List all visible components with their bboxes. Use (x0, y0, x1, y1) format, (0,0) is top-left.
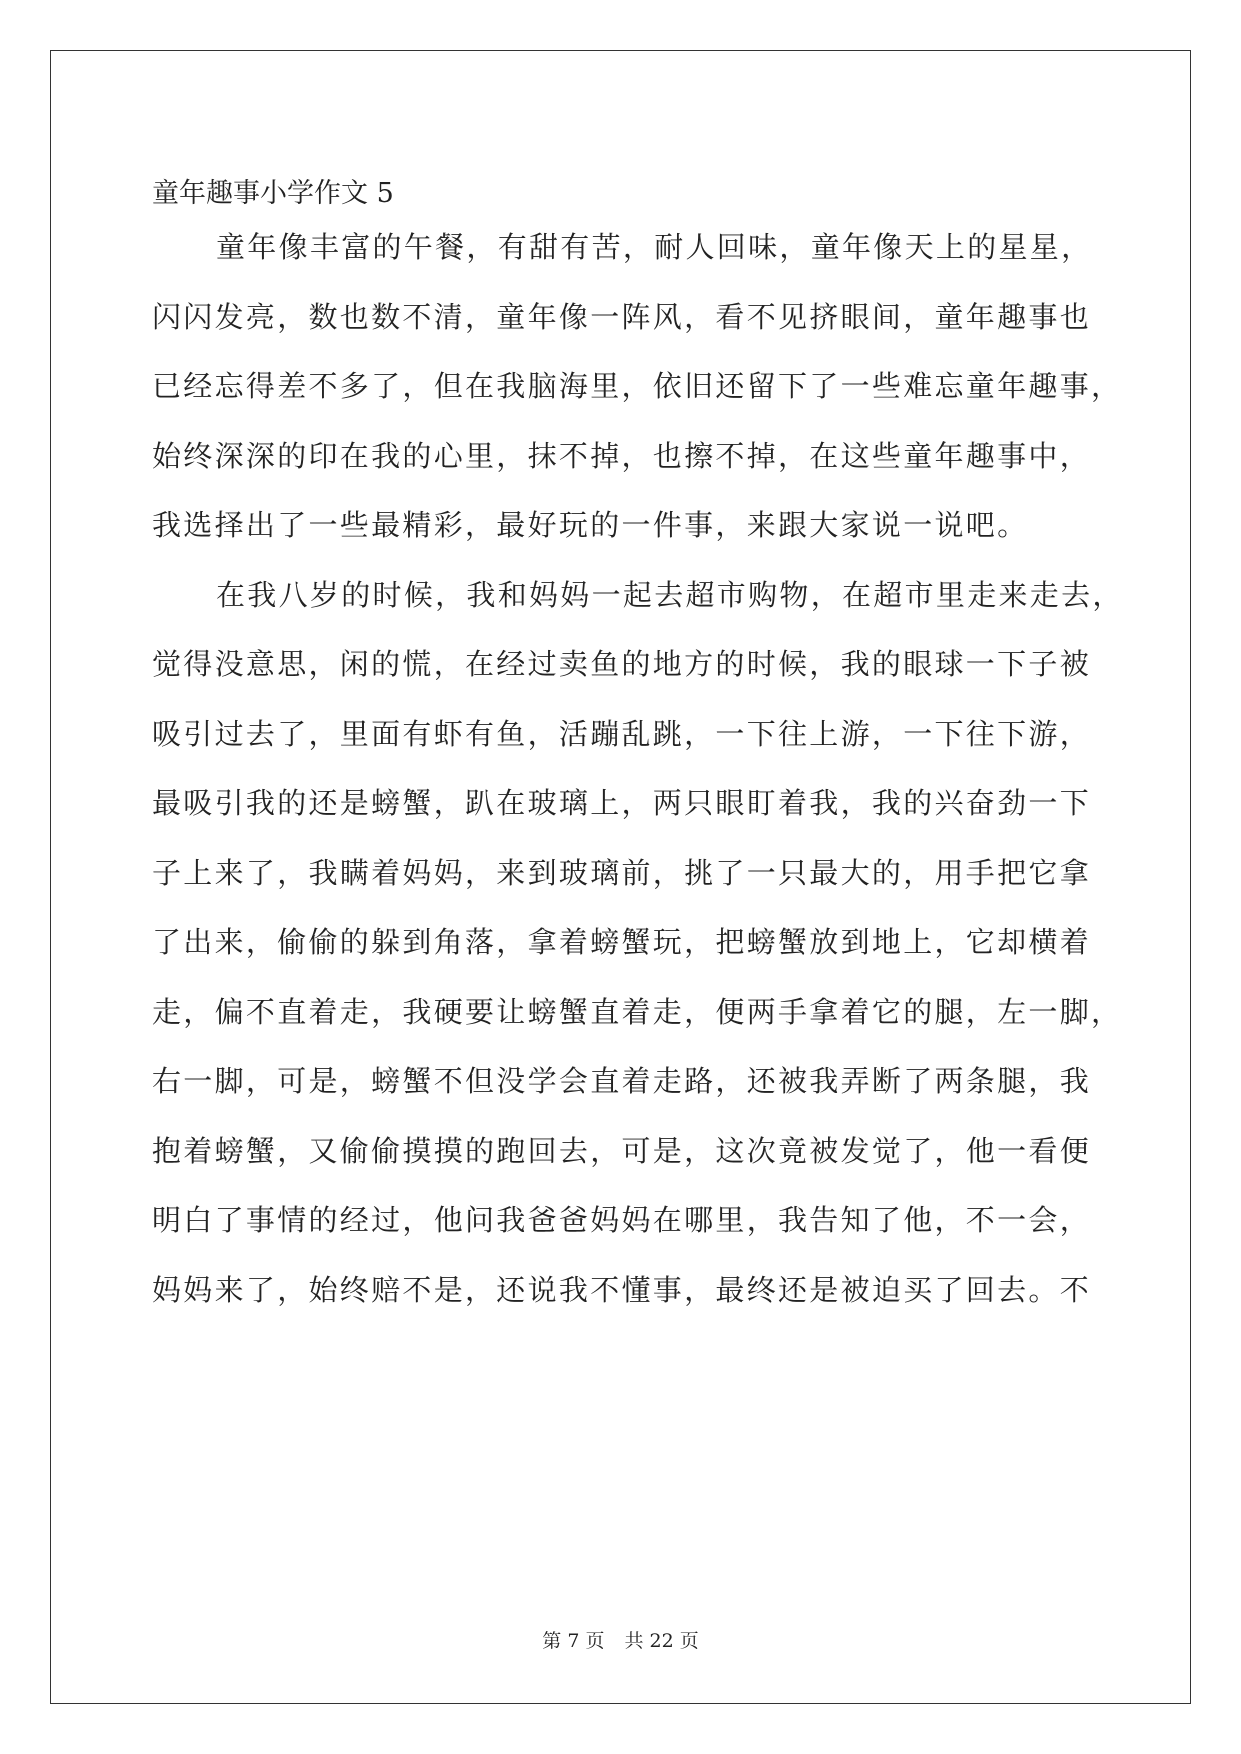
paragraph-2-line-7: 走，偏不直着走，我硬要让螃蟹直着走，便两手拿着它的腿，左一脚， (152, 995, 1123, 1029)
paragraph-1-line-5: 我选择出了一些最精彩，最好玩的一件事，来跟大家说一说吧。 (152, 508, 1029, 542)
paragraph-2-line-5: 子上来了，我瞒着妈妈，来到玻璃前，挑了一只最大的，用手把它拿 (152, 856, 1092, 890)
paragraph-2-line-1: 在我八岁的时候，我和妈妈一起去超市购物，在超市里走来走去， (216, 578, 1124, 612)
page-total: 共 22 页 (624, 1630, 699, 1652)
paragraph-1-line-4: 始终深深的印在我的心里，抹不掉，也擦不掉，在这些童年趣事中， (152, 439, 1092, 473)
page-footer (0, 1629, 1241, 1653)
paragraph-1-line-3: 已经忘得差不多了，但在我脑海里，依旧还留下了一些难忘童年趣事， (152, 369, 1123, 403)
paragraph-2-line-10: 明白了事情的经过，他问我爸爸妈妈在哪里，我告知了他，不一会， (152, 1203, 1092, 1237)
paragraph-2-line-11: 妈妈来了，始终赔不是，还说我不懂事，最终还是被迫买了回去。不 (152, 1273, 1092, 1307)
paragraph-2-line-4: 最吸引我的还是螃蟹，趴在玻璃上，两只眼盯着我，我的兴奋劲一下 (152, 786, 1092, 820)
paragraph-2-line-3: 吸引过去了，里面有虾有鱼，活蹦乱跳，一下往上游，一下往下游， (152, 717, 1092, 751)
paragraph-2-line-8: 右一脚，可是，螃蟹不但没学会直着走路，还被我弄断了两条腿，我 (152, 1064, 1092, 1098)
paragraph-1-line-2: 闪闪发亮，数也数不清，童年像一阵风，看不见挤眼间，童年趣事也 (152, 300, 1092, 334)
paragraph-2-line-2: 觉得没意思，闲的慌，在经过卖鱼的地方的时候，我的眼球一下子被 (152, 647, 1092, 681)
paragraph-2-line-9: 抱着螃蟹，又偷偷摸摸的跑回去，可是，这次竟被发觉了，他一看便 (152, 1134, 1092, 1168)
page-number: 第 7 页 (542, 1630, 605, 1652)
paragraph-2-line-6: 了出来，偷偷的躲到角落，拿着螃蟹玩，把螃蟹放到地上，它却横着 (152, 925, 1092, 959)
paragraph-1-line-1: 童年像丰富的午餐，有甜有苦，耐人回味，童年像天上的星星， (216, 230, 1093, 264)
document-title: 童年趣事小学作文 5 (152, 178, 394, 209)
